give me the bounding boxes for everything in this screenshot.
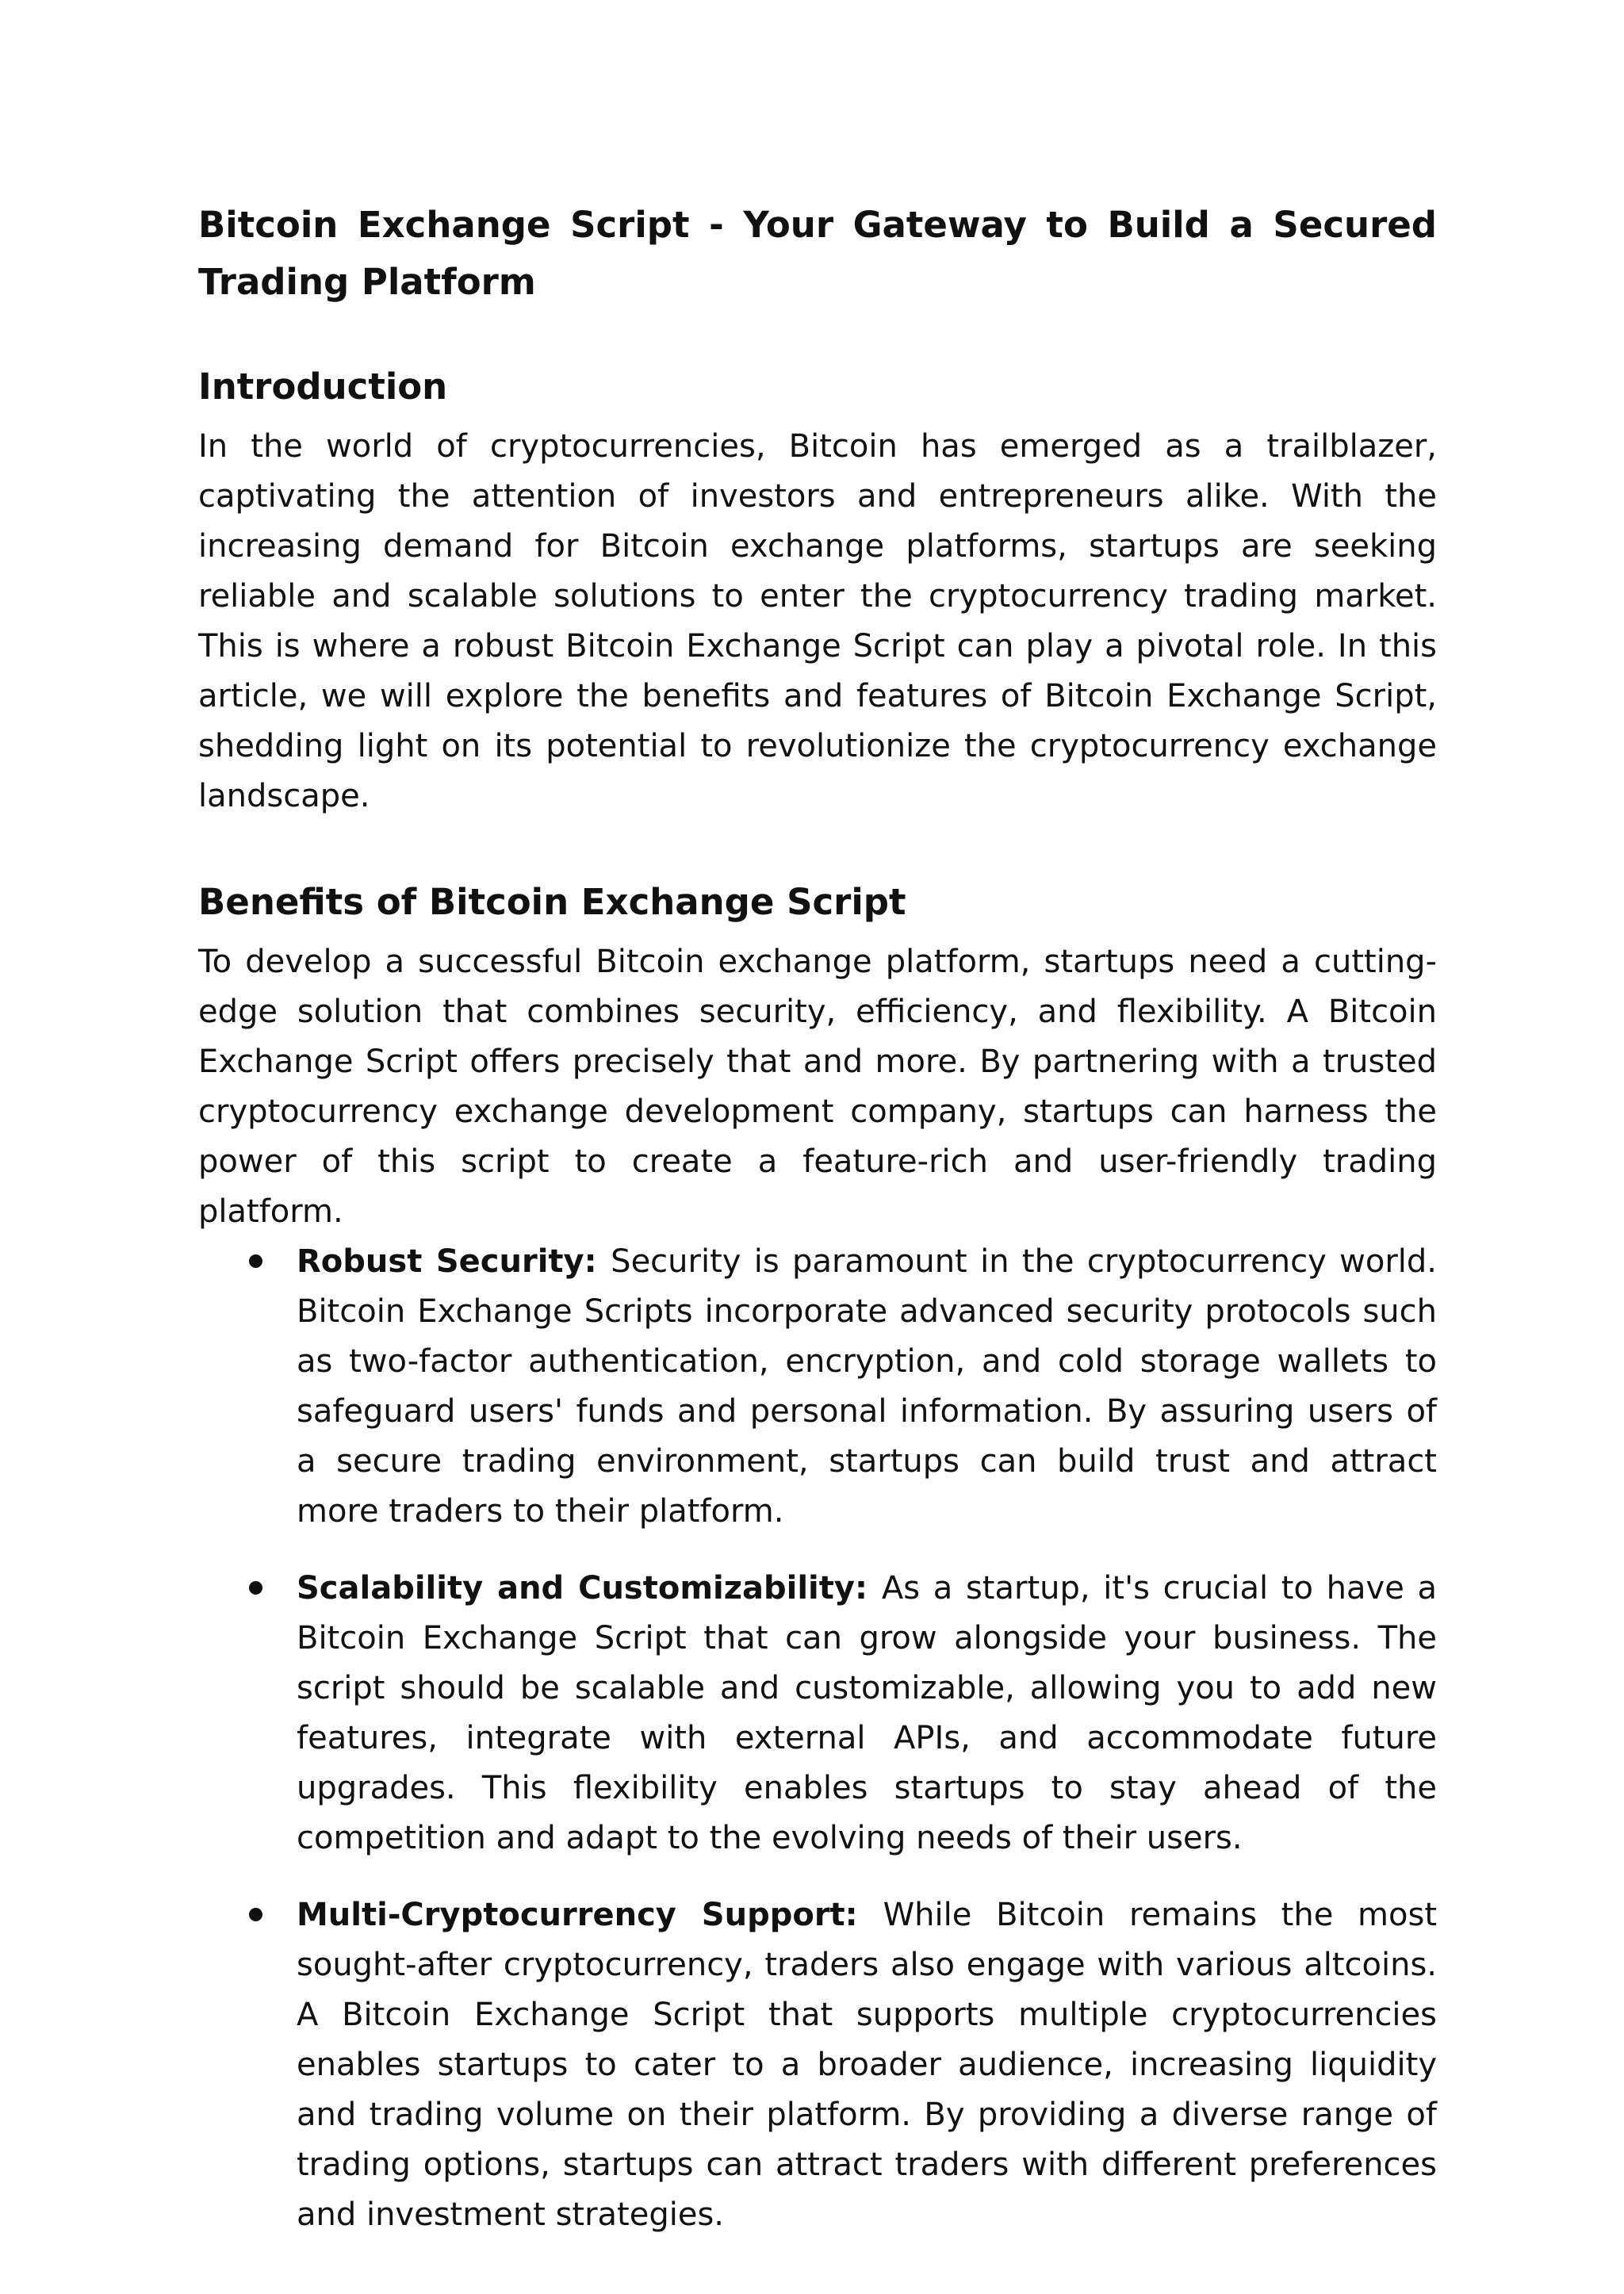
bullet-icon: [249, 1908, 262, 1921]
bullet-term: Robust Security:: [297, 1243, 611, 1280]
bullet-term: Multi-Cryptocurrency Support:: [297, 1897, 883, 1933]
benefits-heading: Benefits of Bitcoin Exchange Script: [198, 881, 906, 923]
introduction-section: [198, 358, 1437, 821]
benefits-paragraph: To develop a successful Bitcoin exchange platform, startups need a cutting-edge solution that combines security, efficiency, and flexibility. A Bitcoin Exchange Script offers precisely that and more. By partnering with a trusted cryptocurrency exchange development company, startups can harness the power of this script to create a feature-rich and user-friendly trading platform.: [198, 944, 1437, 1230]
document-title: Bitcoin Exchange Script - Your Gateway to Build a Secured Trading Platform: [198, 204, 1437, 303]
bullet-icon: [249, 1254, 262, 1268]
bullet-text: Security is paramount in the cryptocurrency world. Bitcoin Exchange Scripts incorporate advanced security protocols such as two-factor authentication, encryption, and cold storage wallets to safeguard users' funds and personal information. By assuring users of a secure trading environment, startups can build trust and attract more traders to their platform.: [297, 1243, 1437, 1530]
introduction-paragraph: In the world of cryptocurrencies, Bitcoin has emerged as a trailblazer, captivating the attention of investors and entrepreneurs alike. With the increasing demand for Bitcoin exchange platforms, startups are seeking reliable and scalable solutions to enter the cryptocurrency trading market. This is where a robust Bitcoin Exchange Script can play a pivotal role. In this article, we will explore the benefits and features of Bitcoin Exchange Script, shedding light on its potential to revolutionize the cryptocurrency exchange landscape.: [198, 428, 1437, 814]
bullet-text: While Bitcoin remains the most sought-after cryptocurrency, traders also engage with various altcoins. A Bitcoin Exchange Script that supports multiple cryptocurrencies enables startups to cater to a broader audience, increasing liquidity and trading volume on their platform. By providing a diverse range of trading options, startups can attract traders with different preferences and investment strategies.: [297, 1897, 1437, 2233]
bullet-icon: [249, 1581, 262, 1595]
list-item: [198, 1237, 1437, 1537]
bullet-term: Scalability and Customizability:: [297, 1570, 882, 1607]
document-page: [198, 197, 1437, 2240]
benefits-list: [198, 1237, 1437, 2240]
list-item: [198, 1890, 1437, 2240]
benefits-section: [198, 874, 1437, 2240]
bullet-text: As a startup, it's crucial to have a Bitcoin Exchange Script that can grow alongside your business. The script should be scalable and customizable, allowing you to add new features, integrate with external APIs, and accommodate future upgrades. This flexibility enables startups to stay ahead of the competition and adapt to the evolving needs of their users.: [297, 1570, 1437, 1856]
introduction-heading: Introduction: [198, 366, 448, 408]
list-item: [198, 1564, 1437, 1863]
